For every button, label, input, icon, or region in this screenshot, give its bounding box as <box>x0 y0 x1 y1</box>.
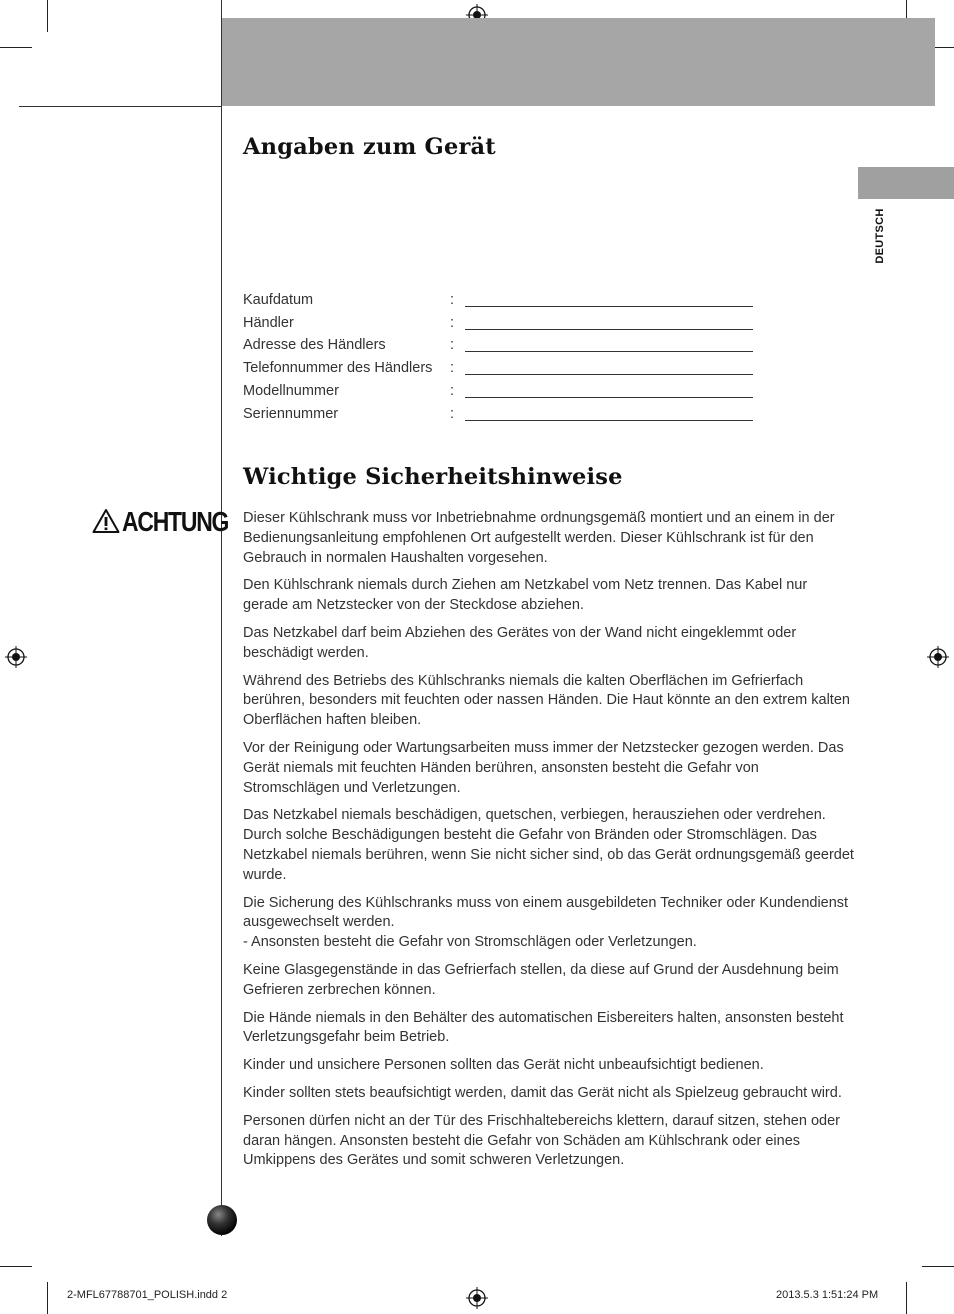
safety-paragraph: Die Sicherung des Kühlschranks muss von einem ausgebildeten Techniker oder Kundendienst ausgewechselt werden. - Ansonsten besteht die Gefahr von Stromschlägen oder Verletzungen. <box>243 894 849 951</box>
safety-paragraph: Die Hände niemals in den Behälter des automatischen Eisbereiters halten, ansonsten besteht Verletzungsgefahr beim Betrieb. <box>243 1009 844 1046</box>
warning-label: ACHTUNG <box>122 506 229 537</box>
device-info-separator: : <box>450 383 455 399</box>
warning-triangle-icon <box>92 508 120 534</box>
language-tab <box>858 167 954 199</box>
decorative-dot <box>207 1205 237 1235</box>
device-info-separator: : <box>450 315 455 331</box>
device-info-label: Kaufdatum <box>243 292 314 308</box>
device-info-separator: : <box>450 292 455 308</box>
device-info-separator: : <box>450 360 455 376</box>
header-rule <box>19 106 222 107</box>
crop-mark <box>906 1282 907 1314</box>
device-info-row <box>243 404 763 424</box>
safety-paragraph: Das Netzkabel darf beim Abziehen des Gerätes von der Wand nicht eingeklemmt oder beschädigt werden. <box>243 624 797 661</box>
registration-mark-icon <box>927 646 949 668</box>
safety-paragraph: Keine Glasgegenstände in das Gefrierfach stellen, da diese auf Grund der Ausdehnung beim Gefrieren zerbrechen können. <box>243 961 839 998</box>
language-label: DEUTSCH <box>874 208 886 264</box>
crop-mark <box>47 1282 48 1314</box>
device-info-fill-line <box>465 306 753 307</box>
device-info-label: Telefonnummer des Händlers <box>243 360 433 376</box>
crop-mark <box>0 47 32 48</box>
safety-paragraph: Den Kühlschrank niemals durch Ziehen am Netzkabel vom Netz trennen. Das Kabel nur gerade am Netzstecker von der Steckdose abziehen. <box>243 577 808 614</box>
device-info-row <box>243 290 763 310</box>
device-info-fill-line <box>465 397 753 398</box>
registration-mark-icon <box>5 646 27 668</box>
safety-paragraphs <box>243 509 855 1179</box>
device-info-separator: : <box>450 337 455 353</box>
device-info-fill-line <box>465 351 753 352</box>
footer-filename: 2-MFL67788701_POLISH.indd 2 <box>67 1289 228 1301</box>
device-info-label: Adresse des Händlers <box>243 337 386 353</box>
device-info-separator: : <box>450 406 455 422</box>
device-info-fill-line <box>465 420 753 421</box>
safety-paragraph: Das Netzkabel niemals beschädigen, quetschen, verbiegen, herausziehen oder verdrehen. Durch solche Beschädigungen besteht die Gefahr von Bränden oder Stromschlägen. Das Netzkabel niemals berühren, wenn Sie nicht sicher sind, ob das Gerät ordnungsgemäß geerdet wurde. <box>243 807 854 883</box>
device-info-fill-line <box>465 329 753 330</box>
footer-timestamp: 2013.5.3 1:51:24 PM <box>776 1289 879 1301</box>
device-info-label: Händler <box>243 315 294 331</box>
margin-rule <box>221 0 222 1236</box>
section-title-device: Angaben zum Gerät <box>243 134 496 160</box>
safety-paragraph: Vor der Reinigung oder Wartungsarbeiten muss immer der Netzstecker gezogen werden. Das Gerät niemals mit feuchten Händen berühren, ansonsten besteht die Gefahr von Stromschlägen und Verletzungen. <box>243 739 844 796</box>
safety-paragraph: Während des Betriebs des Kühlschranks niemals die kalten Oberflächen im Gefrierfach berühren, besonders mit feuchten oder nassen Händen. Die Haut könnte an den extrem kalten Oberflächen haften bleiben. <box>243 672 850 729</box>
header-band <box>222 18 935 106</box>
safety-paragraph: Dieser Kühlschrank muss vor Inbetriebnahme ordnungsgemäß montiert und an einem in der Bedienungsanleitung empfohlenen Ort aufgestellt werden. Dieser Kühlschrank ist für den Gebrauch in normalen Haushalten vorgesehen. <box>243 510 835 566</box>
safety-paragraph: Kinder und unsichere Personen sollten das Gerät nicht unbeaufsichtigt bedienen. <box>243 1057 764 1074</box>
warning-badge <box>92 505 229 539</box>
registration-mark-icon <box>466 1287 488 1309</box>
safety-paragraph: Kinder sollten stets beaufsichtigt werden, damit das Gerät nicht als Spielzeug gebraucht wird. <box>243 1084 842 1101</box>
device-info-label: Modellnummer <box>243 383 339 399</box>
device-info-fill-line <box>465 374 753 375</box>
crop-mark <box>0 1266 32 1267</box>
crop-mark <box>922 1266 954 1267</box>
device-info-row <box>243 381 763 401</box>
section-title-safety: Wichtige Sicherheitshinweise <box>243 464 623 490</box>
device-info-row <box>243 335 763 355</box>
device-info-label: Seriennummer <box>243 406 339 422</box>
crop-mark <box>47 0 48 32</box>
device-info-row <box>243 358 763 378</box>
device-info-row <box>243 313 763 333</box>
safety-paragraph: Personen dürfen nicht an der Tür des Frischhaltebereichs klettern, darauf sitzen, stehen oder daran hängen. Ansonsten besteht die Gefahr von Schäden am Kühlschrank oder eines Umkippens des Gerätes und somit schweren Verletzungen. <box>243 1112 840 1169</box>
